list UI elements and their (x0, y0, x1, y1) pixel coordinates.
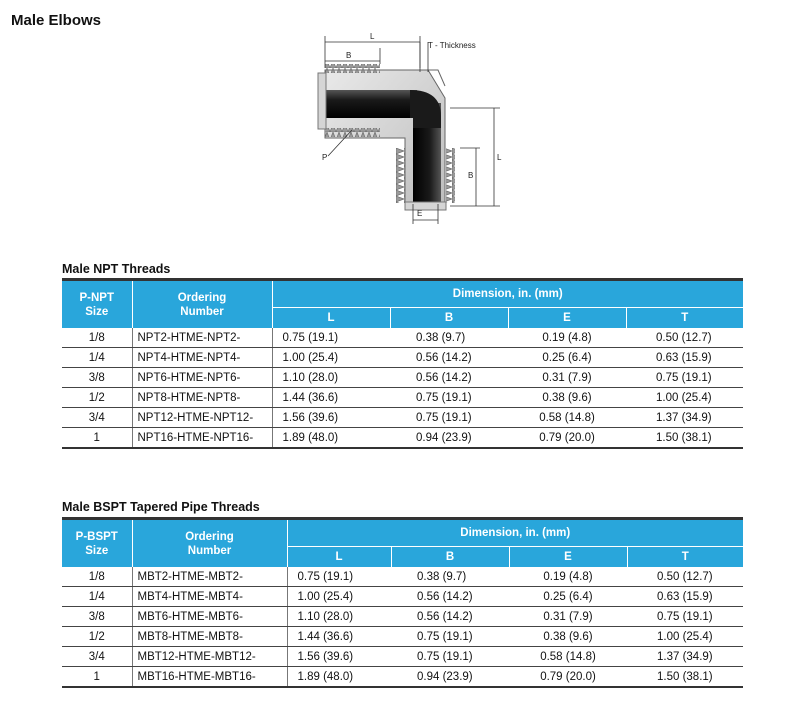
table-row: 3/4 NPT12-HTME-NPT12- 1.56 (39.6) 0.75 (19.1) 0.58 (14.8) 1.37 (34.9) (62, 408, 743, 428)
header-size: P-BSPT Size (62, 520, 132, 567)
table-title-bspt: Male BSPT Tapered Pipe Threads (62, 500, 260, 514)
label-b-top: B (346, 51, 352, 60)
table-npt (62, 278, 743, 449)
dimension-t (420, 42, 428, 72)
label-e: E (417, 209, 423, 218)
table-bspt (62, 517, 743, 688)
table-row: 1 NPT16-HTME-NPT16- 1.89 (48.0) 0.94 (23.9) 0.79 (20.0) 1.50 (38.1) (62, 428, 743, 449)
header-dimension: Dimension, in. (mm) (272, 281, 743, 308)
thread-right (446, 148, 455, 203)
table-row: 3/4 MBT12-HTME-MBT12- 1.56 (39.6) 0.75 (19.1) 0.58 (14.8) 1.37 (34.9) (62, 647, 743, 667)
table-row: 1/4 MBT4-HTME-MBT4- 1.00 (25.4) 0.56 (14.2) 0.25 (6.4) 0.63 (15.9) (62, 587, 743, 607)
table-title-npt: Male NPT Threads (62, 262, 171, 276)
table-row: 1/8 MBT2-HTME-MBT2- 0.75 (19.1) 0.38 (9.7) 0.19 (4.8) 0.50 (12.7) (62, 567, 743, 587)
col-b: B (391, 547, 509, 568)
col-e: E (508, 308, 626, 329)
table-row: 1/8 NPT2-HTME-NPT2- 0.75 (19.1) 0.38 (9.7) 0.19 (4.8) 0.50 (12.7) (62, 328, 743, 348)
col-e: E (509, 547, 627, 568)
table-row: 3/8 NPT6-HTME-NPT6- 1.10 (28.0) 0.56 (14.2) 0.31 (7.9) 0.75 (19.1) (62, 368, 743, 388)
label-l-right: L (497, 153, 502, 162)
label-t-thickness: T - Thickness (428, 41, 476, 50)
thread-left (396, 148, 405, 203)
col-l: L (287, 547, 391, 568)
elbow-diagram (300, 28, 530, 233)
table-row: 1 MBT16-HTME-MBT16- 1.89 (48.0) 0.94 (23.9) 0.79 (20.0) 1.50 (38.1) (62, 667, 743, 688)
col-t: T (626, 308, 743, 329)
dimension-b-top (325, 48, 380, 64)
table-row: 1/2 NPT8-HTME-NPT8- 1.44 (36.6) 0.75 (19.1) 0.38 (9.6) 1.00 (25.4) (62, 388, 743, 408)
col-l: L (272, 308, 390, 329)
elbow-bore (322, 90, 441, 206)
thread-bottom (325, 128, 380, 137)
table-row: 1/2 MBT8-HTME-MBT8- 1.44 (36.6) 0.75 (19.1) 0.38 (9.6) 1.00 (25.4) (62, 627, 743, 647)
page-title: Male Elbows (11, 12, 102, 29)
header-size: P-NPT Size (62, 281, 132, 328)
header-dimension: Dimension, in. (mm) (287, 520, 743, 547)
label-b-right: B (468, 171, 474, 180)
table-row: 3/8 MBT6-HTME-MBT6- 1.10 (28.0) 0.56 (14.2) 0.31 (7.9) 0.75 (19.1) (62, 607, 743, 627)
label-l-top: L (370, 32, 375, 41)
table-row: 1/4 NPT4-HTME-NPT4- 1.00 (25.4) 0.56 (14.2) 0.25 (6.4) 0.63 (15.9) (62, 348, 743, 368)
col-b: B (390, 308, 508, 329)
label-p: P (322, 153, 328, 162)
header-ordering: Ordering Number (132, 281, 272, 328)
header-ordering: Ordering Number (132, 520, 287, 567)
col-t: T (627, 547, 743, 568)
thread-top (325, 64, 380, 73)
dimension-l-right (450, 108, 500, 206)
end-face-left (318, 73, 326, 129)
end-face-bottom (405, 202, 446, 210)
